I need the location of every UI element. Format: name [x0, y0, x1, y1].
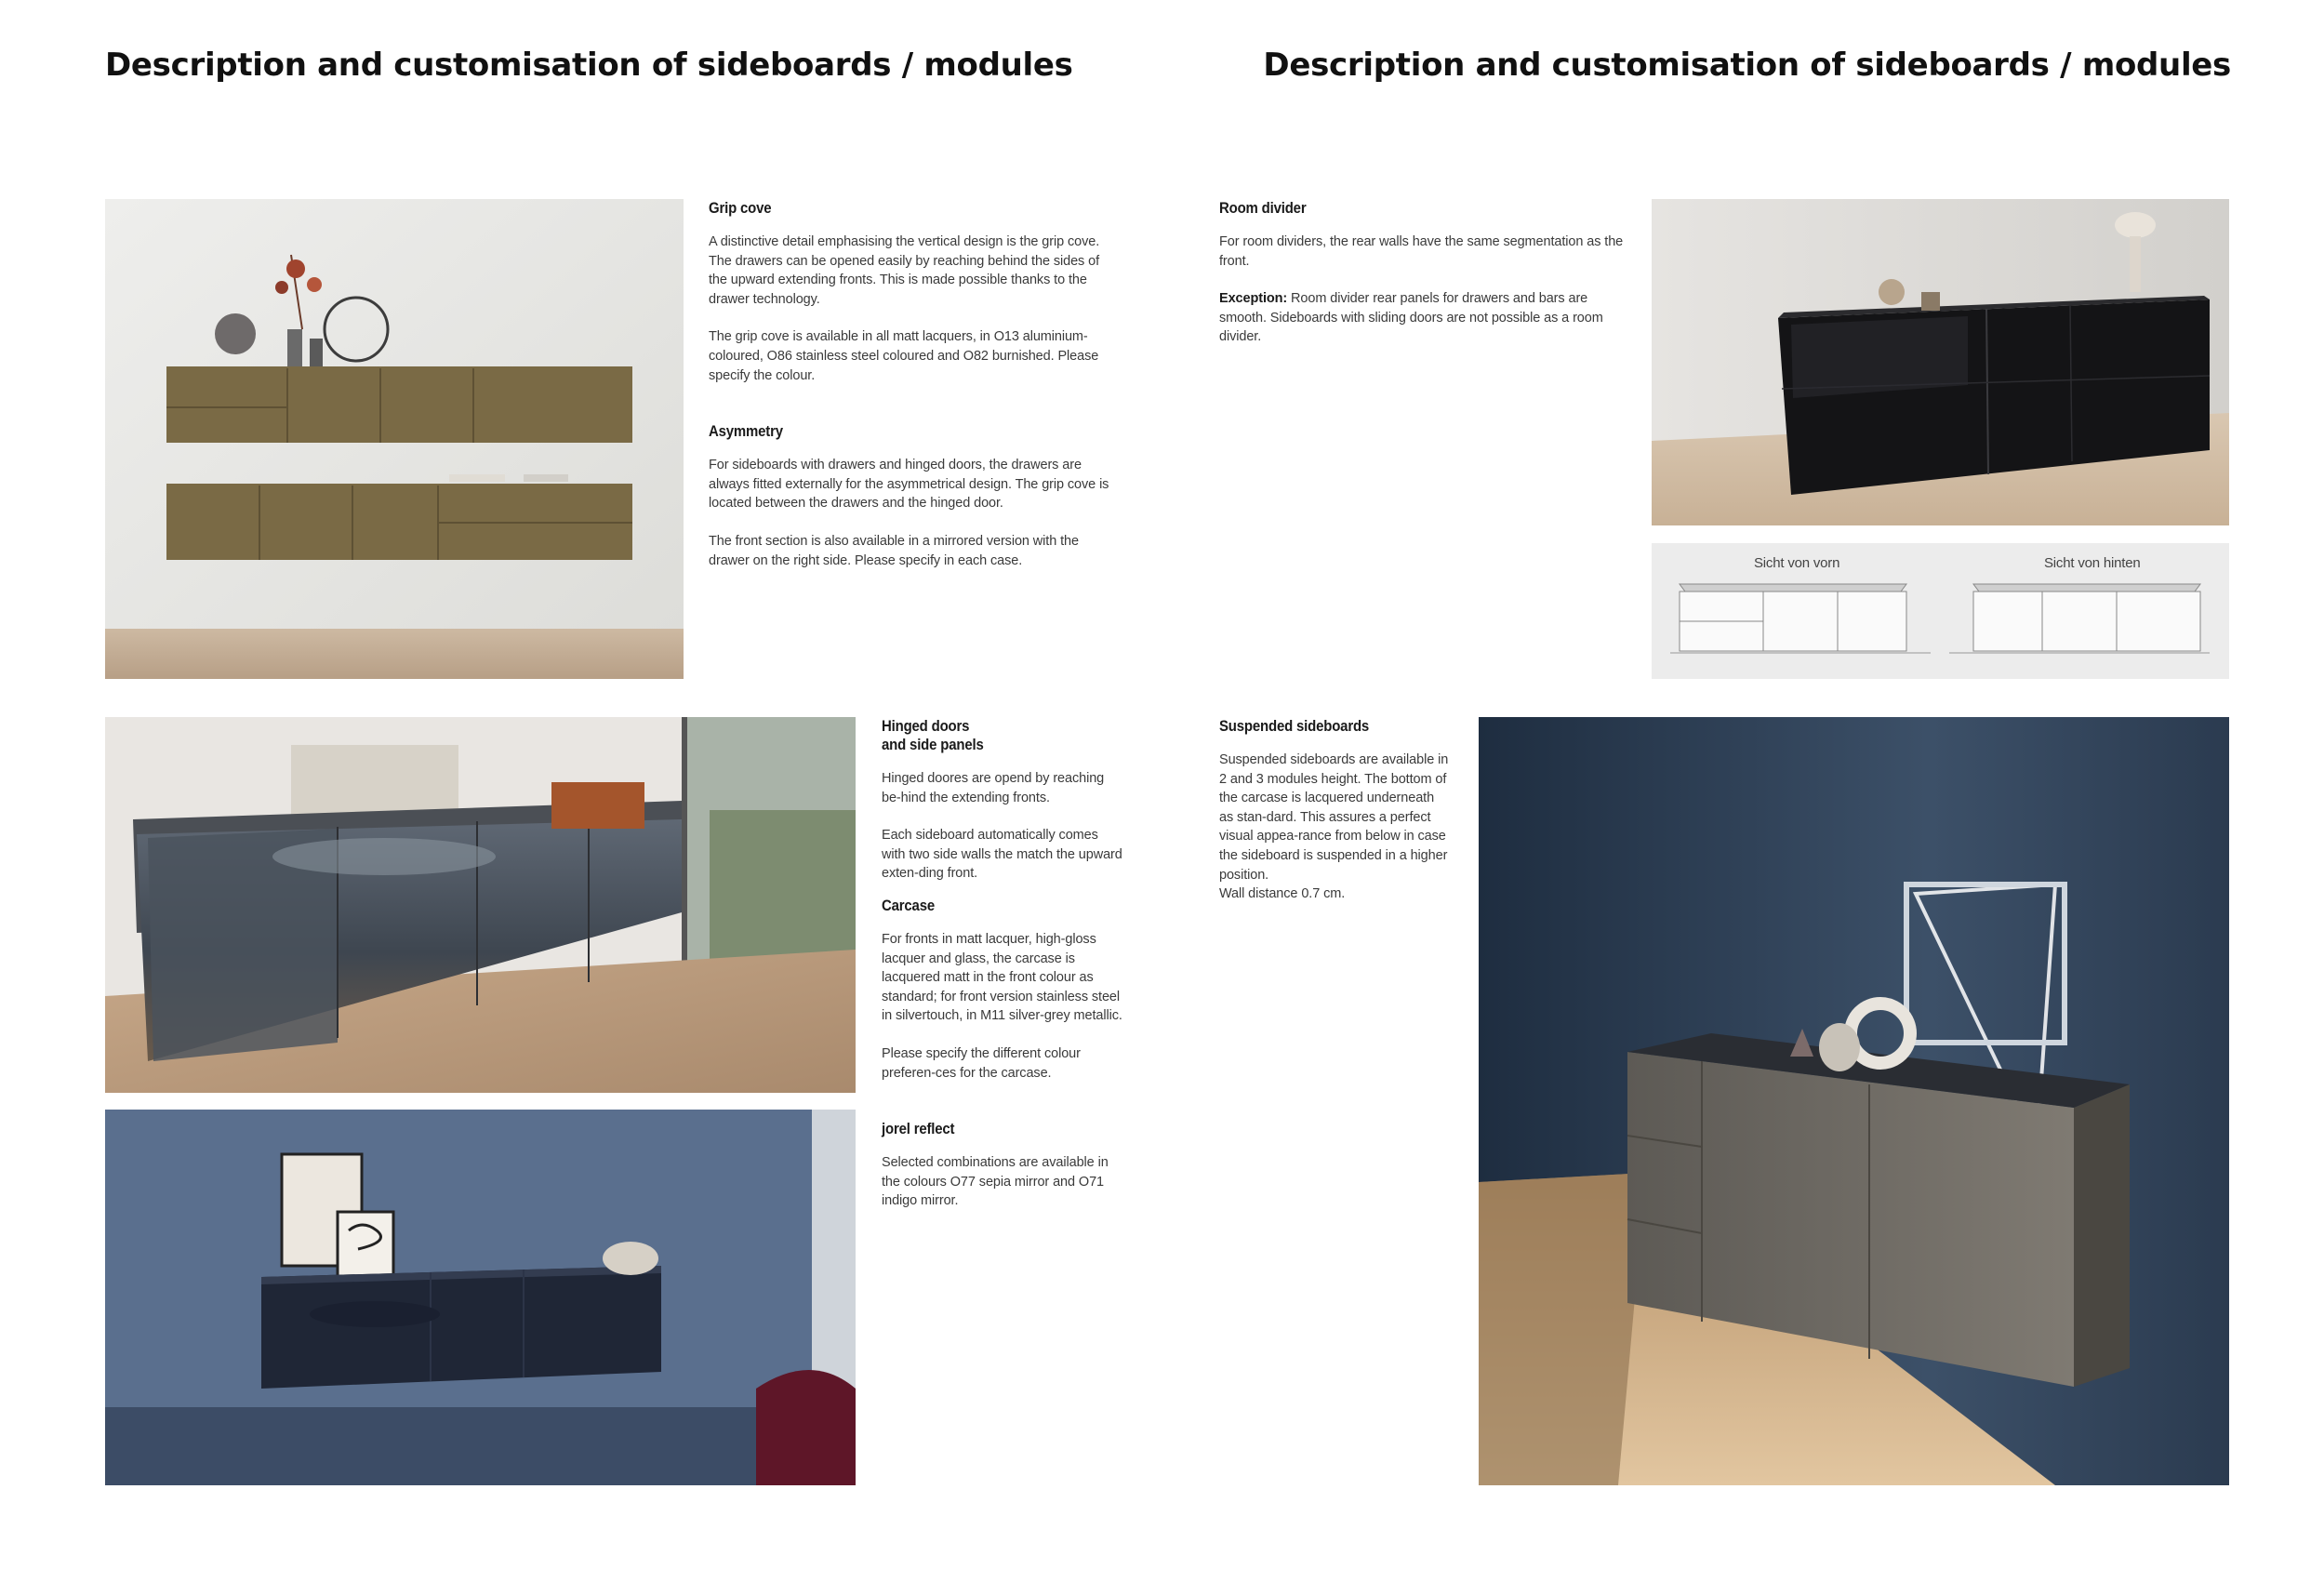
- exception-text: Room divider rear panels for drawers and bars are smooth. Sideboards with sliding doors are not possible as a room divider.: [1219, 291, 1603, 345]
- carcase-text-1: For fronts in matt lacquer, high-gloss lacquer and glass, the carcase is lacquered matt in the front colour as standard; for front version stainless steel in silvertouch, in M11 silver-grey metallic.: [882, 931, 1122, 1024]
- grip-cove-photo: [105, 199, 684, 679]
- carcase-title: Carcase: [882, 896, 935, 914]
- room-divider-title: Room divider: [1219, 199, 1307, 217]
- asymmetry-text-1: For sideboards with drawers and hinged doors, the drawers are always fitted externally for the asymmetrical design. The grip cove is located between the drawers and the hinged door.: [709, 458, 1109, 512]
- hinged-doors-text-1: Hinged doores are opend by reaching be-hind the extending fronts.: [882, 771, 1105, 805]
- diagram-front-label: Sicht von vorn: [1754, 555, 1840, 571]
- carcase-text-2: Please specify the different colour preferen-ces for the carcase.: [882, 1045, 1081, 1081]
- exception-label: Exception:: [1219, 291, 1288, 307]
- room-divider-photo: [1652, 199, 2229, 525]
- suspended-text-2: Wall distance 0.7 cm.: [1219, 886, 1346, 902]
- hinged-doors-title-line1: Hinged doors: [882, 717, 970, 735]
- page-title-right: Description and customisation of sideboards / modules: [1263, 47, 2231, 84]
- room-divider-text-1: For room dividers, the rear walls have the same segmentation as the front.: [1219, 234, 1624, 269]
- jorel-reflect-text: Selected combinations are available in the colours O77 sepia mirror and O71 indigo mirror.: [882, 1155, 1109, 1209]
- jorel-reflect-title: jorel reflect: [882, 1120, 955, 1138]
- suspended-sideboard-photo: [1479, 717, 2229, 1485]
- asymmetry-title: Asymmetry: [709, 422, 783, 441]
- diagram-back-label: Sicht von hinten: [2044, 555, 2141, 571]
- grip-cove-text-1: A distinctive detail emphasising the vertical design is the grip cove. The drawers can be opened easily by reaching behind the sides of the upward extending fronts. This is made possible thanks to the drawer technology.: [709, 234, 1100, 307]
- asymmetry-text-2: The front section is also available in a mirrored version with the drawer on the right side. Please specify in each case.: [709, 533, 1079, 568]
- suspended-title: Suspended sideboards: [1219, 717, 1370, 735]
- grip-cove-title: Grip cove: [709, 199, 772, 217]
- grip-cove-text-2: The grip cove is available in all matt lacquers, in O13 aluminium-coloured, O86 stainless steel coloured and O82 burnished. Please specify the colour.: [709, 329, 1099, 383]
- room-divider-text-2: [1219, 289, 1628, 347]
- hinged-doors-photo: [105, 717, 856, 1093]
- page-title-left: Description and customisation of sideboards / modules: [105, 47, 1073, 84]
- hinged-doors-title-line2: and side panels: [882, 736, 984, 753]
- diagram-drawing: [1652, 543, 2229, 679]
- jorel-reflect-photo: [105, 1110, 856, 1485]
- suspended-text-1: Suspended sideboards are available in 2 and 3 modules height. The bottom of the carcase is lacquered underneath as stan-dard. This assures a perfect visual appea-rance from below in case the sideboard is suspended in a higher position.: [1219, 752, 1449, 883]
- room-divider-diagram: [1652, 543, 2229, 679]
- hinged-doors-text-2: Each sideboard automatically comes with two side walls the match the upward exten-ding front.: [882, 828, 1122, 882]
